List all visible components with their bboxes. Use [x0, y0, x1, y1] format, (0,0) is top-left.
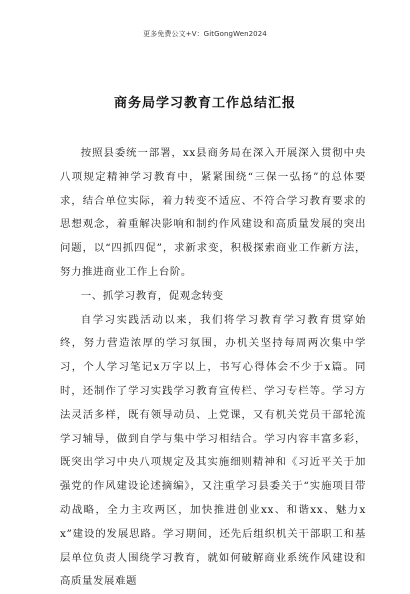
document-body: [60, 142, 366, 594]
paragraph-study: 自学习实践活动以来，我们将学习教育学习教育贯穿始终，努力营造浓厚的学习氛围，办机关坚持每周两次集中学习，个人学习笔记x万字以上，书写心得体会不少于x篇。同时，还制作了学习实践学习教育宣传栏、学习专栏等。学习方法灵活多样，既有领导动员、上党课，又有机关党员干部轮流学习辅导，做到自学与集中学习相结合。学习内容丰富多彩，既突出学习中央八项规定及其实施细则精神和《习近平关于加强党的作风建设论述摘编》，又注重学习县委关于“实施项目带动战略，全力主攻两区，加快推进创业xx、和谐xx、魅力xx”建设的发展思路。学习期间，还先后组织机关干部职工和基层单位负责人围绕学习教育，就如何破解商业系统作风建设和高质量发展难题: [60, 313, 366, 588]
paragraph-intro: 按照县委统一部署，xx县商务局在深入开展深入贯彻中央八项规定精神学习教育中，紧紧围绕“三保一弘扬”的总体要求，结合单位实际，着力转变不适应、不符合学习教育要求的思想观念，着重解决影响和制约作风建设和高质量发展的突出问题，以“四抓四促”，求新求变，积极探索商业工作新方法，努力推进商业工作上台阶。: [60, 147, 366, 278]
document-title: 商务局学习教育工作总结汇报: [113, 96, 296, 111]
header-note: 更多免费公文+V：GitGongWen2024: [143, 30, 267, 38]
section-heading: 一、抓学习教育，促观念转变: [80, 289, 224, 302]
